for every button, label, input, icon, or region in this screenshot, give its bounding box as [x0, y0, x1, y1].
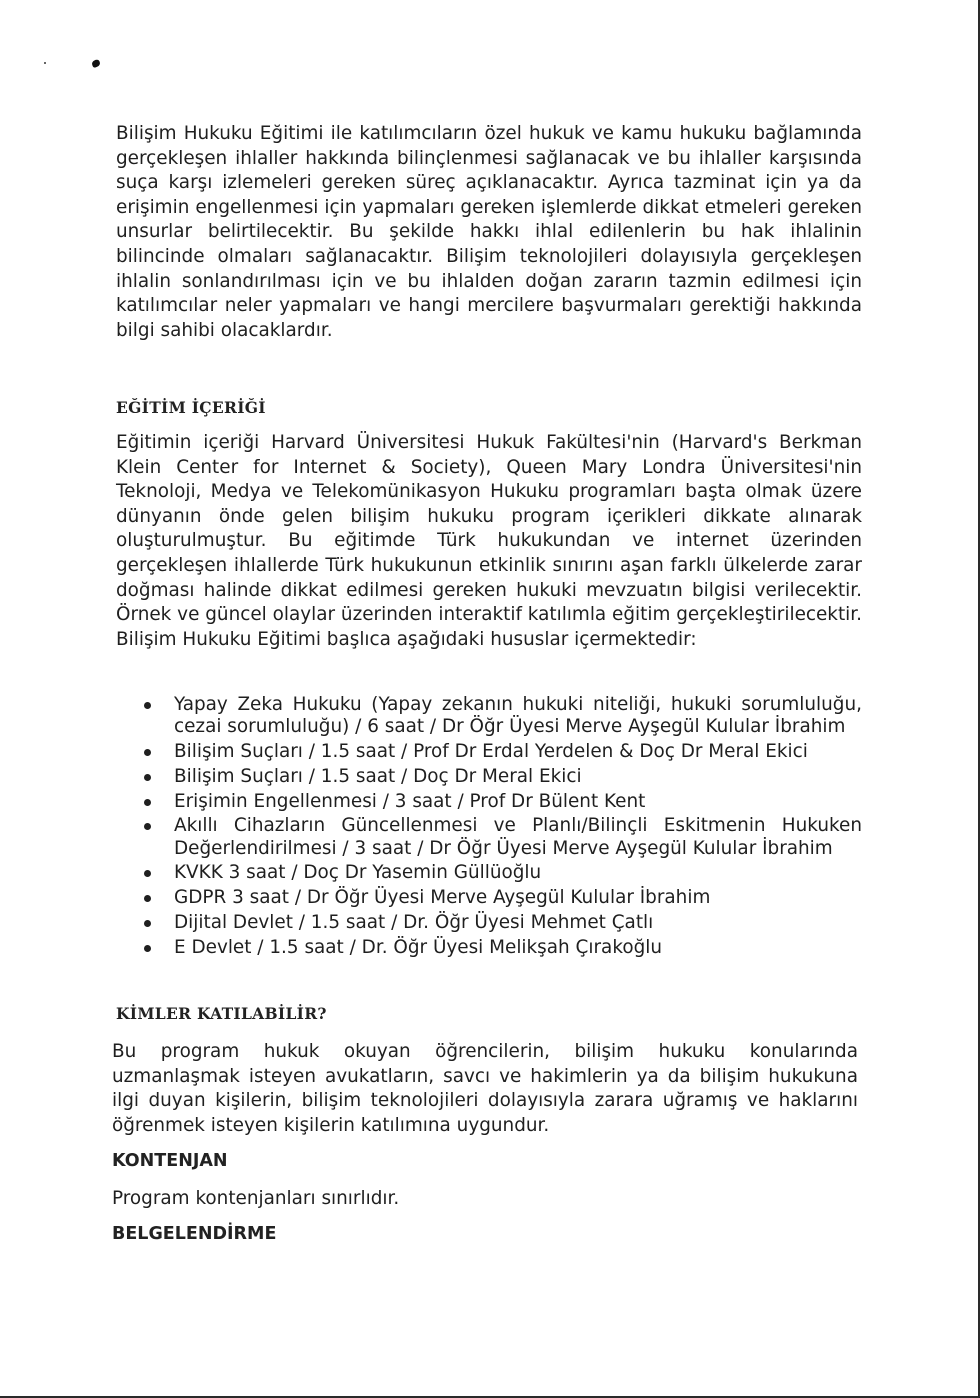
- bullet-icon: [144, 702, 151, 709]
- bullet-icon: [144, 823, 151, 830]
- list-item: [116, 937, 862, 959]
- list-item: [116, 912, 862, 934]
- scan-dot: [44, 62, 46, 64]
- intro-paragraph: Bilişim Hukuku Eğitimi ile katılımcıların özel hukuk ve kamu hukuku bağlamında gerçekleşen ihlaller hakkında bilinçlenmesi sağlanacak ve bu ihlaller karşısında suça karşı izlemeleri gereken süreç açıklanacaktır. Ayrıca tazminat için ya da erişimin engellenmesi için yapmaları gereken işlemlerde dikkat etmeleri gereken unsurlar belirtilecektir. Bu şekilde hakkı ihlal edilenlerin bu hak ihlalinin bilincinde olmaları sağlanacaktır. Bilişim teknolojileri dolayısıyla gerçekleşen ihlalin sonlandırılması için ve bu ihlalden doğan zararın tazmin edilmesi için katılımcılar neler yapmaları ve hangi mercilere başvurmaları gerektiği hakkında bilgi sahibi olacaklardır.: [116, 123, 862, 341]
- list-item: [116, 791, 862, 813]
- bullet-icon: [144, 945, 151, 952]
- section-heading-certification: BELGELENDİRME: [112, 1224, 277, 1244]
- section-heading-quota: KONTENJAN: [112, 1151, 228, 1171]
- list-item-text: Dijital Devlet / 1.5 saat / Dr. Öğr Üyesi Mehmet Çatlı: [174, 911, 654, 933]
- list-item-text: KVKK 3 saat / Doç Dr Yasemin Güllüoğlu: [174, 862, 542, 884]
- bullet-icon: [144, 920, 151, 927]
- quota-paragraph: Program kontenjanları sınırlıdır.: [112, 1188, 400, 1209]
- bullet-icon: [144, 749, 151, 756]
- list-item-text: Bilişim Suçları / 1.5 saat / Doç Dr Meral Ekici: [174, 765, 582, 787]
- topic-list: [116, 694, 862, 962]
- list-item: [116, 741, 862, 763]
- list-item: [116, 887, 862, 909]
- list-item: [116, 766, 862, 788]
- list-item: [116, 862, 862, 884]
- list-item-text: E Devlet / 1.5 saat / Dr. Öğr Üyesi Melikşah Çırakoğlu: [174, 936, 663, 958]
- list-item-text: Yapay Zeka Hukuku (Yapay zekanın hukuki niteliği, hukuki sorumluluğu, cezai sorumluluğu) / 6 saat / Dr Öğr Üyesi Merve Ayşegül Kulular İbrahim: [174, 694, 862, 738]
- list-item-text: Bilişim Suçları / 1.5 saat / Prof Dr Erdal Yerdelen & Doç Dr Meral Ekici: [174, 741, 808, 762]
- scan-speck: [91, 59, 101, 68]
- list-item: [116, 694, 862, 738]
- list-item: [116, 815, 862, 859]
- bullet-icon: [144, 870, 151, 877]
- bullet-icon: [144, 774, 151, 781]
- bullet-icon: [144, 895, 151, 902]
- list-item-text: Akıllı Cihazların Güncellenmesi ve Planlı/Bilinçli Eskitmenin Hukuken Değerlendirilmesi / 3 saat / Dr Öğr Üyesi Merve Ayşegül Kulular İbrahim: [174, 815, 862, 859]
- list-item-text: GDPR 3 saat / Dr Öğr Üyesi Merve Ayşegül Kulular İbrahim: [174, 887, 711, 909]
- section-heading-who: KİMLER KATILABİLİR?: [116, 1004, 327, 1023]
- list-item-text: Erişimin Engellenmesi / 3 saat / Prof Dr Bülent Kent: [174, 790, 646, 812]
- content-paragraph: Eğitimin içeriği Harvard Üniversitesi Hukuk Fakültesi'nin (Harvard's Berkman Klein Center for Internet & Society), Queen Mary Londra Üniversitesi'nin Teknoloji, Medya ve Telekomünikasyon Hukuku programları başta olmak üzere dünyanın önde gelen bilişim hukuku program içerikleri dikkate alınarak oluşturulmuştur. Bu eğitimde Türk hukukundan ve internet üzerinden gerçekleşen ihlallerde Türk hukukunun etkinlik sınırını aşan farklı ülkelerde zarar doğması halinde dikkat edilmesi gereken hukuki mevzuatın bilgisi verilecektir. Örnek ve güncel olaylar üzerinden interaktif katılımla eğitim gerçekleştirilecektir. Bilişim Hukuku Eğitimi başlıca aşağıdaki hususlar içermektedir:: [116, 432, 862, 650]
- who-paragraph: Bu program hukuk okuyan öğrencilerin, bilişim hukuku konularında uzmanlaşmak isteyen avukatların, savcı ve hakimlerin ya da bilişim hukukuna ilgi duyan kişilerin, bilişim teknolojileri dolayısıyla zarara uğramış ve haklarını öğrenmek isteyen kişilerin katılımına uygundur.: [112, 1041, 858, 1136]
- section-heading-content: EĞİTİM İÇERİĞİ: [116, 398, 266, 417]
- bullet-icon: [144, 799, 151, 806]
